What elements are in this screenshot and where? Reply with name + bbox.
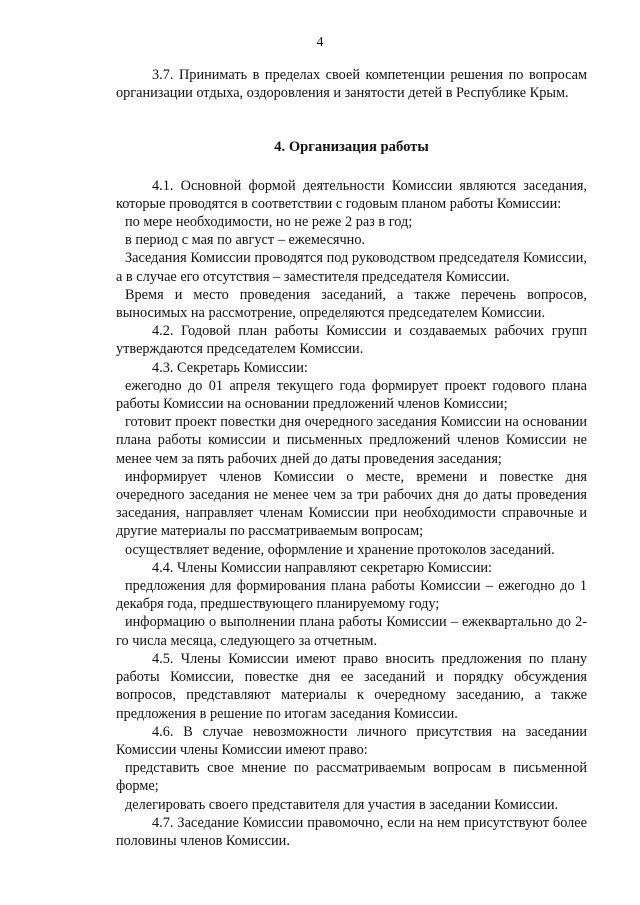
paragraph: 4.1. Основной формой деятельности Комиссии являются заседания, которые проводятся в соответствии с годовым планом работы Комиссии: <box>116 177 587 212</box>
paragraph: представить свое мнение по рассматриваемым вопросам в письменной форме; <box>116 760 587 795</box>
paragraph: по мере необходимости, но не реже 2 раз в год; <box>125 214 413 231</box>
paragraph: 4.3. Секретарь Комиссии: <box>152 359 308 376</box>
section-title: 4. Организация работы <box>274 139 429 156</box>
paragraph: 4.7. Заседание Комиссии правомочно, если на нем присутствуют более половины членов Комиссии. <box>116 814 587 849</box>
section-4-paragraphs <box>116 177 587 851</box>
paragraph: в период с мая по август – ежемесячно. <box>125 232 366 249</box>
paragraph: 4.6. В случае невозможности личного присутствия на заседании Комиссии члены Комиссии имеют право: <box>116 723 587 758</box>
paragraph: делегировать своего представителя для участия в заседании Комиссии. <box>125 796 559 813</box>
paragraph: 4.4. Члены Комиссии направляют секретарю Комиссии: <box>152 559 492 576</box>
paragraph: осуществляет ведение, оформление и хранение протоколов заседаний. <box>125 541 555 558</box>
paragraph: 4.2. Годовой план работы Комиссии и создаваемых рабочих групп утверждаются председателем Комиссии. <box>116 323 587 358</box>
paragraph: Время и место проведения заседаний, а также перечень вопросов, выносимых на рассмотрение, определяются председателем Комиссии. <box>116 286 587 322</box>
paragraph: готовит проект повестки дня очередного заседания Комиссии на основании плана работы комиссии и письменных предложений членов Комиссии не менее чем за пять рабочих дней до даты проведения заседания; <box>116 414 587 467</box>
paragraph: Заседания Комиссии проводятся под руководством председателя Комиссии, а в случае его отсутствия – заместителя председателя Комиссии. <box>116 250 587 285</box>
paragraph: ежегодно до 01 апреля текущего года формирует проект годового плана работы Комиссии на основании предложений членов Комиссии; <box>116 377 587 413</box>
paragraph: информирует членов Комиссии о месте, времени и повестке дня очередного заседания не менее чем за три рабочих дня до даты проведения заседания, направляет членам Комиссии при необходимости справочные и другие материалы по рассматриваемым вопросам; <box>116 468 587 540</box>
paragraph: предложения для формирования плана работы Комиссии – ежегодно до 1 декабря года, предшествующего планируемому году; <box>116 578 587 613</box>
paragraph: информацию о выполнении плана работы Комиссии – ежеквартально до 2-го числа месяца, следующего за отчетным. <box>116 614 587 649</box>
paragraph-3-7: 3.7. Принимать в пределах своей компетенции решения по вопросам организации отдыха, оздоровления и занятости детей в Республике Крым. <box>116 67 587 102</box>
paragraph: 4.5. Члены Комиссии имеют право вносить предложения по плану работы Комиссии, повестке дня ее заседаний и порядку обсуждения вопросов, представляют материалы к очередному заседанию, а также предложения в решение по итогам заседания Комиссии. <box>116 650 587 722</box>
document-body <box>116 66 587 850</box>
page-number: 4 <box>316 35 324 50</box>
